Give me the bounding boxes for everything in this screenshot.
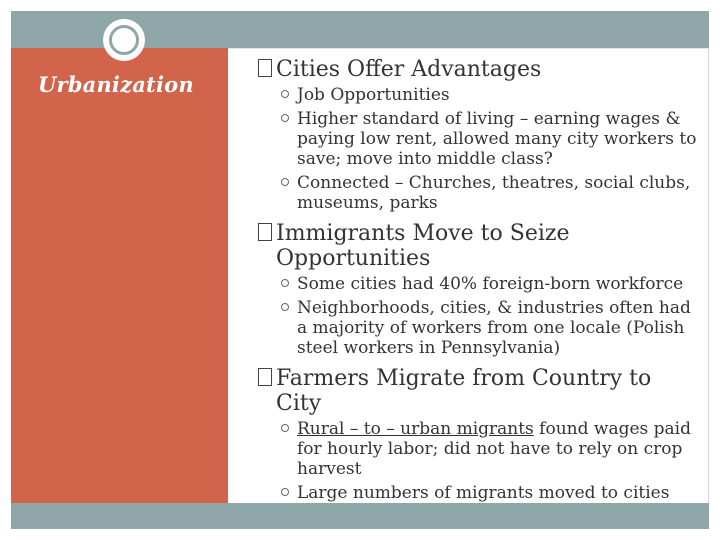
right-divider — [708, 48, 709, 503]
list-item — [258, 419, 703, 479]
underlined-phrase: Rural – to – urban migrants — [297, 419, 534, 439]
list-item — [258, 298, 703, 358]
content-area — [258, 57, 703, 511]
square-bullet-icon — [258, 368, 272, 386]
bullet-text: Large numbers of migrants moved to cities — [297, 483, 670, 503]
section-heading-cities — [258, 57, 703, 82]
circle-bullet-icon — [281, 424, 289, 432]
bullet-text: Some cities had 40% foreign-born workforce — [297, 274, 684, 294]
bullet-text: Job Opportunities — [297, 85, 450, 105]
list-item — [258, 85, 703, 105]
slide-title: Urbanization — [38, 72, 194, 97]
list-item — [258, 109, 703, 169]
title-panel — [11, 48, 228, 503]
circle-bullet-icon — [281, 303, 289, 311]
circle-bullet-icon — [281, 488, 289, 496]
circle-bullet-icon — [281, 114, 289, 122]
circle-ornament-icon — [103, 19, 145, 61]
section-heading-farmers — [258, 366, 703, 416]
list-item — [258, 483, 703, 503]
bullet-list-immigrants — [258, 274, 703, 358]
circle-bullet-icon — [281, 178, 289, 186]
bullet-text: found wages paid for hourly labor; did not have to rely on crop harvest — [297, 419, 691, 479]
bullet-text: Neighborhoods, cities, & industries often had a majority of workers from one locale (Polish steel workers in Pennsylvania) — [297, 298, 691, 358]
circle-ring — [109, 25, 139, 55]
circle-bullet-icon — [281, 90, 289, 98]
heading-text: Farmers Migrate from Country to City — [276, 366, 652, 416]
list-item — [258, 173, 703, 213]
list-item — [258, 274, 703, 294]
square-bullet-icon — [258, 223, 272, 241]
top-divider — [228, 48, 709, 49]
square-bullet-icon — [258, 59, 272, 77]
section-heading-immigrants — [258, 221, 703, 271]
bullet-list-farmers — [258, 419, 703, 503]
heading-text: Cities Offer Advantages — [276, 57, 542, 82]
bullet-text: Higher standard of living – earning wages & paying low rent, allowed many city workers to save; move into middle class? — [297, 109, 697, 169]
heading-text: Immigrants Move to Seize Opportunities — [276, 221, 570, 271]
bullet-text: Connected – Churches, theatres, social clubs, museums, parks — [297, 173, 691, 213]
circle-bullet-icon — [281, 279, 289, 287]
bullet-list-cities — [258, 85, 703, 213]
